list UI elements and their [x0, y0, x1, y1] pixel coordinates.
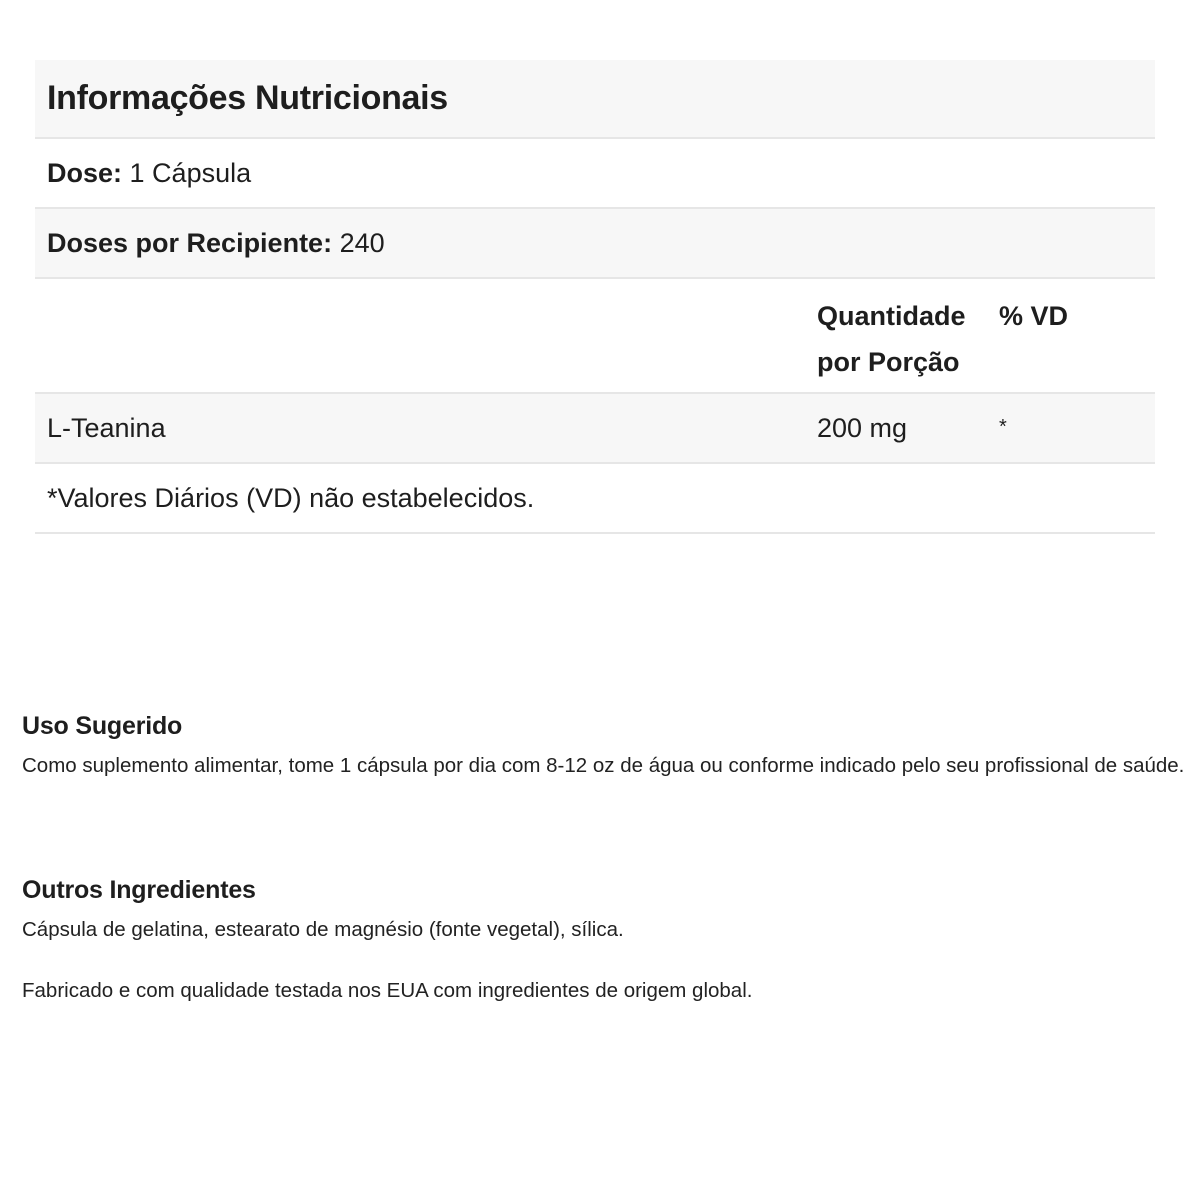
nutrition-title: Informações Nutricionais: [47, 79, 448, 117]
manufacturing-text: Fabricado e com qualidade testada nos EUA com ingredientes de origem global.: [22, 979, 753, 1002]
nutrition-title-row: [35, 60, 1155, 139]
header-amount-line1: Quantidade: [817, 301, 966, 331]
table-row: [35, 394, 1155, 464]
ingredient-dv: *: [999, 416, 1007, 438]
suggested-use-section: [22, 712, 1192, 782]
serving-size-value: 1 Cápsula: [129, 157, 252, 188]
header-amount-cell: [817, 293, 999, 385]
other-ingredients-text: Cápsula de gelatina, estearato de magnésio (fonte vegetal), sílica.: [22, 918, 624, 941]
header-amount-line2: por Porção: [817, 347, 960, 377]
ingredient-amount: 200 mg: [817, 413, 908, 443]
manufacturing-section: [22, 974, 1192, 1007]
suggested-use-heading: Uso Sugerido: [22, 712, 183, 740]
other-ingredients-heading: Outros Ingredientes: [22, 876, 256, 904]
nutrition-facts-table: [35, 60, 1155, 534]
footnote-text: *Valores Diários (VD) não estabelecidos.: [47, 482, 535, 513]
servings-per-container-value: 240: [339, 227, 385, 258]
ingredient-name: L-Teanina: [47, 412, 166, 443]
suggested-use-text: Como suplemento alimentar, tome 1 cápsula por dia com 8-12 oz de água ou conforme indicado pelo seu profissional de saúde.: [22, 754, 1185, 777]
serving-size-row: [35, 139, 1155, 209]
other-ingredients-section: [22, 876, 1192, 946]
table-header-row: [35, 279, 1155, 394]
serving-size-label: Dose:: [47, 157, 123, 188]
footnote-row: [35, 464, 1155, 534]
servings-per-container-row: [35, 209, 1155, 279]
servings-per-container-label: Doses por Recipiente:: [47, 227, 333, 258]
header-dv-cell: % VD: [999, 301, 1069, 331]
